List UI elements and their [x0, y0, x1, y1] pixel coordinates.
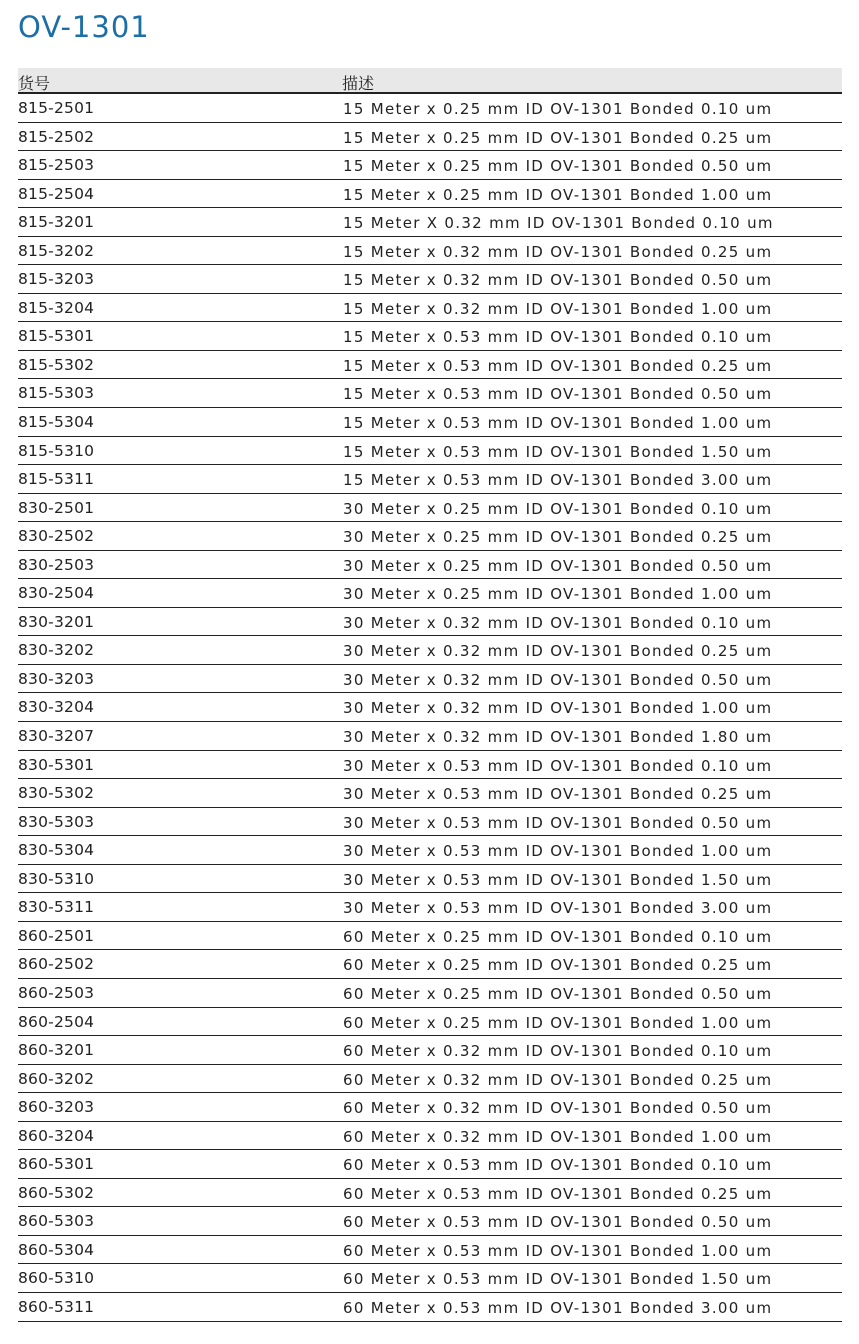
- catalog-number: 830-3202: [18, 641, 95, 660]
- table-row: [18, 579, 842, 608]
- description: 30 Meter x 0.32 mm ID OV-1301 Bonded 1.80 um: [343, 728, 773, 747]
- description: 60 Meter x 0.32 mm ID OV-1301 Bonded 0.50 um: [343, 1099, 773, 1118]
- table-row: [18, 1093, 842, 1122]
- table-row: [18, 779, 842, 808]
- description: 30 Meter x 0.25 mm ID OV-1301 Bonded 0.25 um: [343, 528, 773, 547]
- catalog-number: 815-5304: [18, 413, 95, 432]
- table-row: [18, 1236, 842, 1265]
- table-row: [18, 1122, 842, 1151]
- description: 15 Meter x 0.25 mm ID OV-1301 Bonded 0.50 um: [343, 157, 773, 176]
- description: 15 Meter x 0.53 mm ID OV-1301 Bonded 3.00 um: [343, 471, 773, 490]
- table-row: [18, 636, 842, 665]
- description: 30 Meter x 0.32 mm ID OV-1301 Bonded 0.50 um: [343, 670, 773, 689]
- description: 30 Meter x 0.53 mm ID OV-1301 Bonded 0.10 um: [343, 756, 773, 775]
- description: 30 Meter x 0.53 mm ID OV-1301 Bonded 0.25 um: [343, 785, 773, 804]
- header-description: 描述: [342, 74, 375, 93]
- catalog-number: 830-5311: [18, 898, 95, 917]
- table-row: [18, 1150, 842, 1179]
- table-row: [18, 94, 842, 123]
- table-row: [18, 751, 842, 780]
- description: 60 Meter x 0.32 mm ID OV-1301 Bonded 1.00 um: [343, 1127, 773, 1146]
- catalog-number: 815-3203: [18, 270, 95, 289]
- description: 15 Meter x 0.25 mm ID OV-1301 Bonded 0.10 um: [343, 100, 773, 118]
- table-row: [18, 665, 842, 694]
- description: 15 Meter x 0.32 mm ID OV-1301 Bonded 0.25 um: [343, 242, 773, 261]
- table-row: [18, 1036, 842, 1065]
- table-row: [18, 265, 842, 294]
- description: 15 Meter x 0.25 mm ID OV-1301 Bonded 0.25 um: [343, 128, 773, 147]
- table-header: [18, 68, 842, 94]
- catalog-number: 830-5303: [18, 812, 95, 831]
- catalog-number: 830-5304: [18, 841, 95, 860]
- description: 30 Meter x 0.53 mm ID OV-1301 Bonded 1.00 um: [343, 842, 773, 861]
- catalog-number: 830-3207: [18, 727, 95, 746]
- table-row: [18, 180, 842, 209]
- table-row: [18, 351, 842, 380]
- table-row: [18, 1179, 842, 1208]
- table-row: [18, 1207, 842, 1236]
- table-row: [18, 379, 842, 408]
- description: 30 Meter x 0.25 mm ID OV-1301 Bonded 0.10 um: [343, 499, 773, 518]
- catalog-number: 830-2504: [18, 584, 95, 603]
- table-row: [18, 123, 842, 152]
- catalog-number: 830-5302: [18, 784, 95, 803]
- table-row: [18, 693, 842, 722]
- catalog-number: 860-3204: [18, 1126, 95, 1145]
- table-row: [18, 808, 842, 837]
- table-row: [18, 408, 842, 437]
- catalog-number: 860-5310: [18, 1269, 95, 1288]
- description: 30 Meter x 0.32 mm ID OV-1301 Bonded 0.25 um: [343, 642, 773, 661]
- description: 60 Meter x 0.25 mm ID OV-1301 Bonded 0.25 um: [343, 956, 773, 975]
- description: 60 Meter x 0.32 mm ID OV-1301 Bonded 0.10 um: [343, 1042, 773, 1061]
- description: 15 Meter x 0.25 mm ID OV-1301 Bonded 1.00 um: [343, 185, 773, 204]
- catalog-number: 860-5301: [18, 1155, 95, 1174]
- catalog-number: 815-5301: [18, 327, 95, 346]
- catalog-number: 860-2502: [18, 955, 95, 974]
- description: 60 Meter x 0.53 mm ID OV-1301 Bonded 1.00 um: [343, 1241, 773, 1260]
- catalog-number: 815-5303: [18, 384, 95, 403]
- catalog-number: 860-2503: [18, 983, 95, 1002]
- description: 60 Meter x 0.25 mm ID OV-1301 Bonded 1.00 um: [343, 1013, 773, 1032]
- table-row: [18, 522, 842, 551]
- catalog-number: 830-5310: [18, 869, 95, 888]
- table-row: [18, 1008, 842, 1037]
- catalog-number: 815-2501: [18, 99, 95, 117]
- catalog-number: 815-5302: [18, 355, 95, 374]
- catalog-number: 860-2501: [18, 926, 95, 945]
- description: 60 Meter x 0.53 mm ID OV-1301 Bonded 0.25 um: [343, 1184, 773, 1203]
- catalog-number: 815-3204: [18, 298, 95, 317]
- catalog-number: 815-3201: [18, 213, 95, 232]
- description: 30 Meter x 0.53 mm ID OV-1301 Bonded 1.50 um: [343, 870, 773, 889]
- description: 30 Meter x 0.25 mm ID OV-1301 Bonded 1.00 um: [343, 585, 773, 604]
- table-row: [18, 1293, 842, 1322]
- catalog-number: 815-5310: [18, 441, 95, 460]
- table-row: [18, 865, 842, 894]
- catalog-number: 830-3204: [18, 698, 95, 717]
- description: 15 Meter x 0.32 mm ID OV-1301 Bonded 1.00 um: [343, 299, 773, 318]
- catalog-number: 860-3202: [18, 1069, 95, 1088]
- table-row: [18, 494, 842, 523]
- description: 30 Meter x 0.53 mm ID OV-1301 Bonded 3.00 um: [343, 899, 773, 918]
- catalog-number: 830-2501: [18, 498, 95, 517]
- description: 60 Meter x 0.53 mm ID OV-1301 Bonded 1.50 um: [343, 1270, 773, 1289]
- catalog-number: 830-3201: [18, 612, 95, 631]
- table-row: [18, 294, 842, 323]
- description: 15 Meter x 0.53 mm ID OV-1301 Bonded 1.00 um: [343, 414, 773, 433]
- table-row: [18, 722, 842, 751]
- description: 15 Meter x 0.53 mm ID OV-1301 Bonded 1.50 um: [343, 442, 773, 461]
- description: 15 Meter X 0.32 mm ID OV-1301 Bonded 0.10 um: [343, 214, 774, 233]
- table-row: [18, 608, 842, 637]
- description: 60 Meter x 0.53 mm ID OV-1301 Bonded 0.10 um: [343, 1156, 773, 1175]
- description: 60 Meter x 0.32 mm ID OV-1301 Bonded 0.25 um: [343, 1070, 773, 1089]
- catalog-number: 815-3202: [18, 241, 95, 260]
- description: 15 Meter x 0.53 mm ID OV-1301 Bonded 0.10 um: [343, 328, 773, 347]
- catalog-number: 860-5311: [18, 1297, 95, 1316]
- table-row: [18, 437, 842, 466]
- table-row: [18, 1264, 842, 1293]
- description: 30 Meter x 0.53 mm ID OV-1301 Bonded 0.50 um: [343, 813, 773, 832]
- product-table: [18, 68, 842, 1322]
- catalog-number: 860-2504: [18, 1012, 95, 1031]
- table-row: [18, 922, 842, 951]
- table-row: [18, 151, 842, 180]
- table-row: [18, 465, 842, 494]
- catalog-number: 860-5304: [18, 1240, 95, 1259]
- catalog-number: 815-5311: [18, 470, 95, 489]
- table-row: [18, 322, 842, 351]
- description: 60 Meter x 0.53 mm ID OV-1301 Bonded 3.00 um: [343, 1298, 773, 1317]
- catalog-number: 860-5303: [18, 1212, 95, 1231]
- table-row: [18, 208, 842, 237]
- page-title: OV-1301: [18, 10, 150, 44]
- table-row: [18, 1065, 842, 1094]
- description: 60 Meter x 0.25 mm ID OV-1301 Bonded 0.50 um: [343, 984, 773, 1003]
- description: 15 Meter x 0.32 mm ID OV-1301 Bonded 0.50 um: [343, 271, 773, 290]
- description: 60 Meter x 0.53 mm ID OV-1301 Bonded 0.50 um: [343, 1213, 773, 1232]
- table-row: [18, 893, 842, 922]
- catalog-number: 860-3203: [18, 1098, 95, 1117]
- catalog-number: 815-2502: [18, 127, 95, 146]
- table-body: [18, 94, 842, 1322]
- table-row: [18, 551, 842, 580]
- table-row: [18, 836, 842, 865]
- description: 60 Meter x 0.25 mm ID OV-1301 Bonded 0.10 um: [343, 927, 773, 946]
- catalog-number: 830-5301: [18, 755, 95, 774]
- catalog-number: 830-3203: [18, 669, 95, 688]
- description: 30 Meter x 0.32 mm ID OV-1301 Bonded 1.00 um: [343, 699, 773, 718]
- description: 30 Meter x 0.25 mm ID OV-1301 Bonded 0.50 um: [343, 556, 773, 575]
- table-row: [18, 979, 842, 1008]
- table-row: [18, 237, 842, 266]
- header-catalog: 货号: [18, 74, 51, 93]
- description: 30 Meter x 0.32 mm ID OV-1301 Bonded 0.10 um: [343, 613, 773, 632]
- catalog-number: 830-2503: [18, 555, 95, 574]
- description: 15 Meter x 0.53 mm ID OV-1301 Bonded 0.50 um: [343, 385, 773, 404]
- description: 15 Meter x 0.53 mm ID OV-1301 Bonded 0.25 um: [343, 356, 773, 375]
- catalog-number: 815-2504: [18, 184, 95, 203]
- table-row: [18, 950, 842, 979]
- catalog-number: 860-3201: [18, 1041, 95, 1060]
- catalog-number: 860-5302: [18, 1183, 95, 1202]
- catalog-number: 830-2502: [18, 527, 95, 546]
- catalog-number: 815-2503: [18, 156, 95, 175]
